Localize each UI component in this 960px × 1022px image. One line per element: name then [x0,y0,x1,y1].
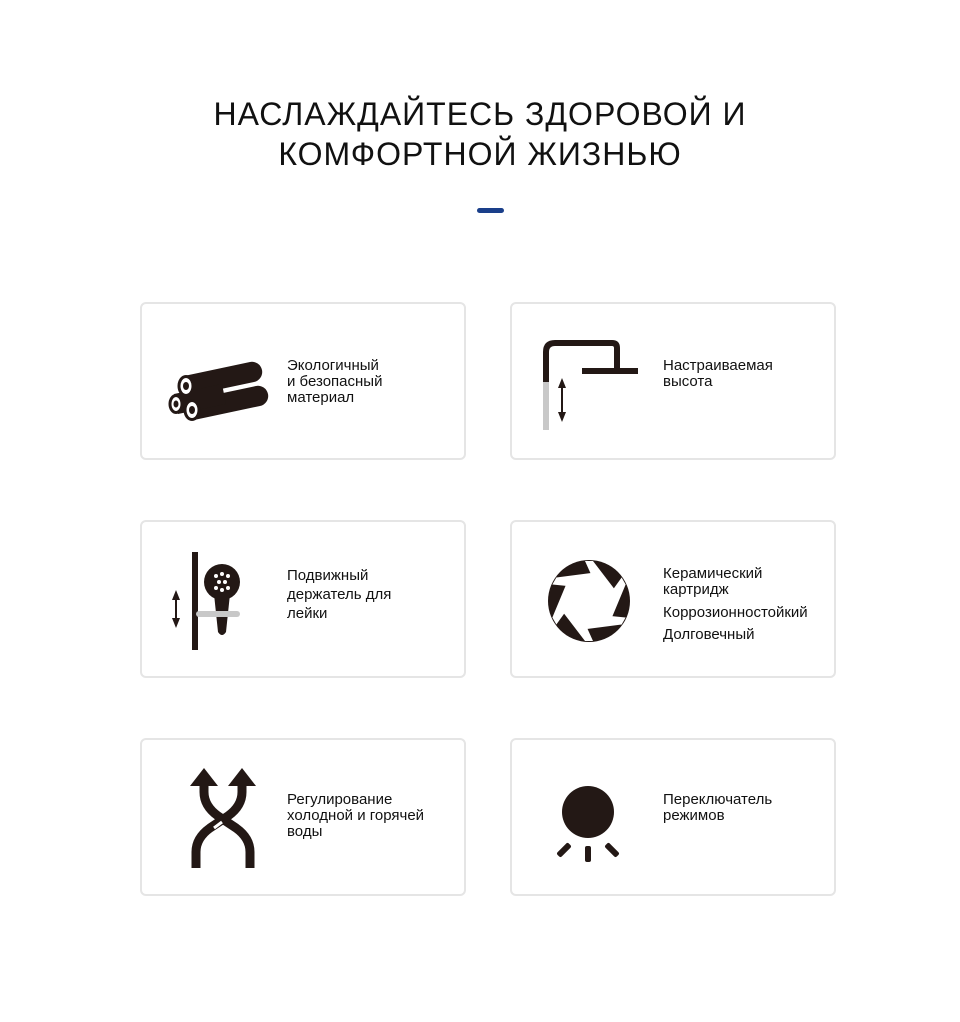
feature-line: воды [287,823,323,840]
feature-line: Настраиваемая [663,357,773,374]
feature-line: Коррозионностойкий [663,604,808,621]
feature-line: режимов [663,807,725,824]
feature-card-modes [510,738,836,896]
feature-line: Подвижный [287,567,369,584]
pipes-icon [164,332,274,432]
feature-line: держатель для [287,586,392,603]
feature-line: картридж [663,581,729,598]
feature-card-height [510,302,836,460]
mode-switch-icon [534,768,644,868]
feature-text-temperature [287,792,424,840]
feature-line: Переключатель [663,791,773,808]
feature-line: Долговечный [663,626,755,643]
shower-holder-icon [164,550,274,650]
title-line-1: НАСЛАЖДАЙТЕСЬ ЗДОРОВОЙ И [213,96,747,132]
shower-height-icon [534,332,644,432]
feature-text-holder [287,568,391,622]
feature-line: и безопасный [287,373,383,390]
feature-text-height [663,358,773,390]
feature-line: Регулирование [287,791,393,808]
feature-card-cartridge [510,520,836,678]
title-line-2: КОМФОРТНОЙ ЖИЗНЬЮ [278,136,682,172]
feature-line: Керамический [663,565,763,582]
feature-line: высота [663,373,713,390]
aperture-icon [534,550,644,650]
feature-text-material [287,358,382,406]
feature-text-modes [663,792,772,824]
feature-card-material [140,302,466,460]
feature-card-holder [140,520,466,678]
feature-text-cartridge [663,566,808,643]
feature-line: холодной и горячей [287,807,425,824]
crossing-arrows-icon [164,768,274,868]
title-accent-bar [477,208,504,213]
feature-line: материал [287,389,355,406]
page-title [0,94,960,174]
feature-line: Экологичный [287,357,379,374]
feature-card-temperature [140,738,466,896]
feature-line: лейки [287,605,328,622]
